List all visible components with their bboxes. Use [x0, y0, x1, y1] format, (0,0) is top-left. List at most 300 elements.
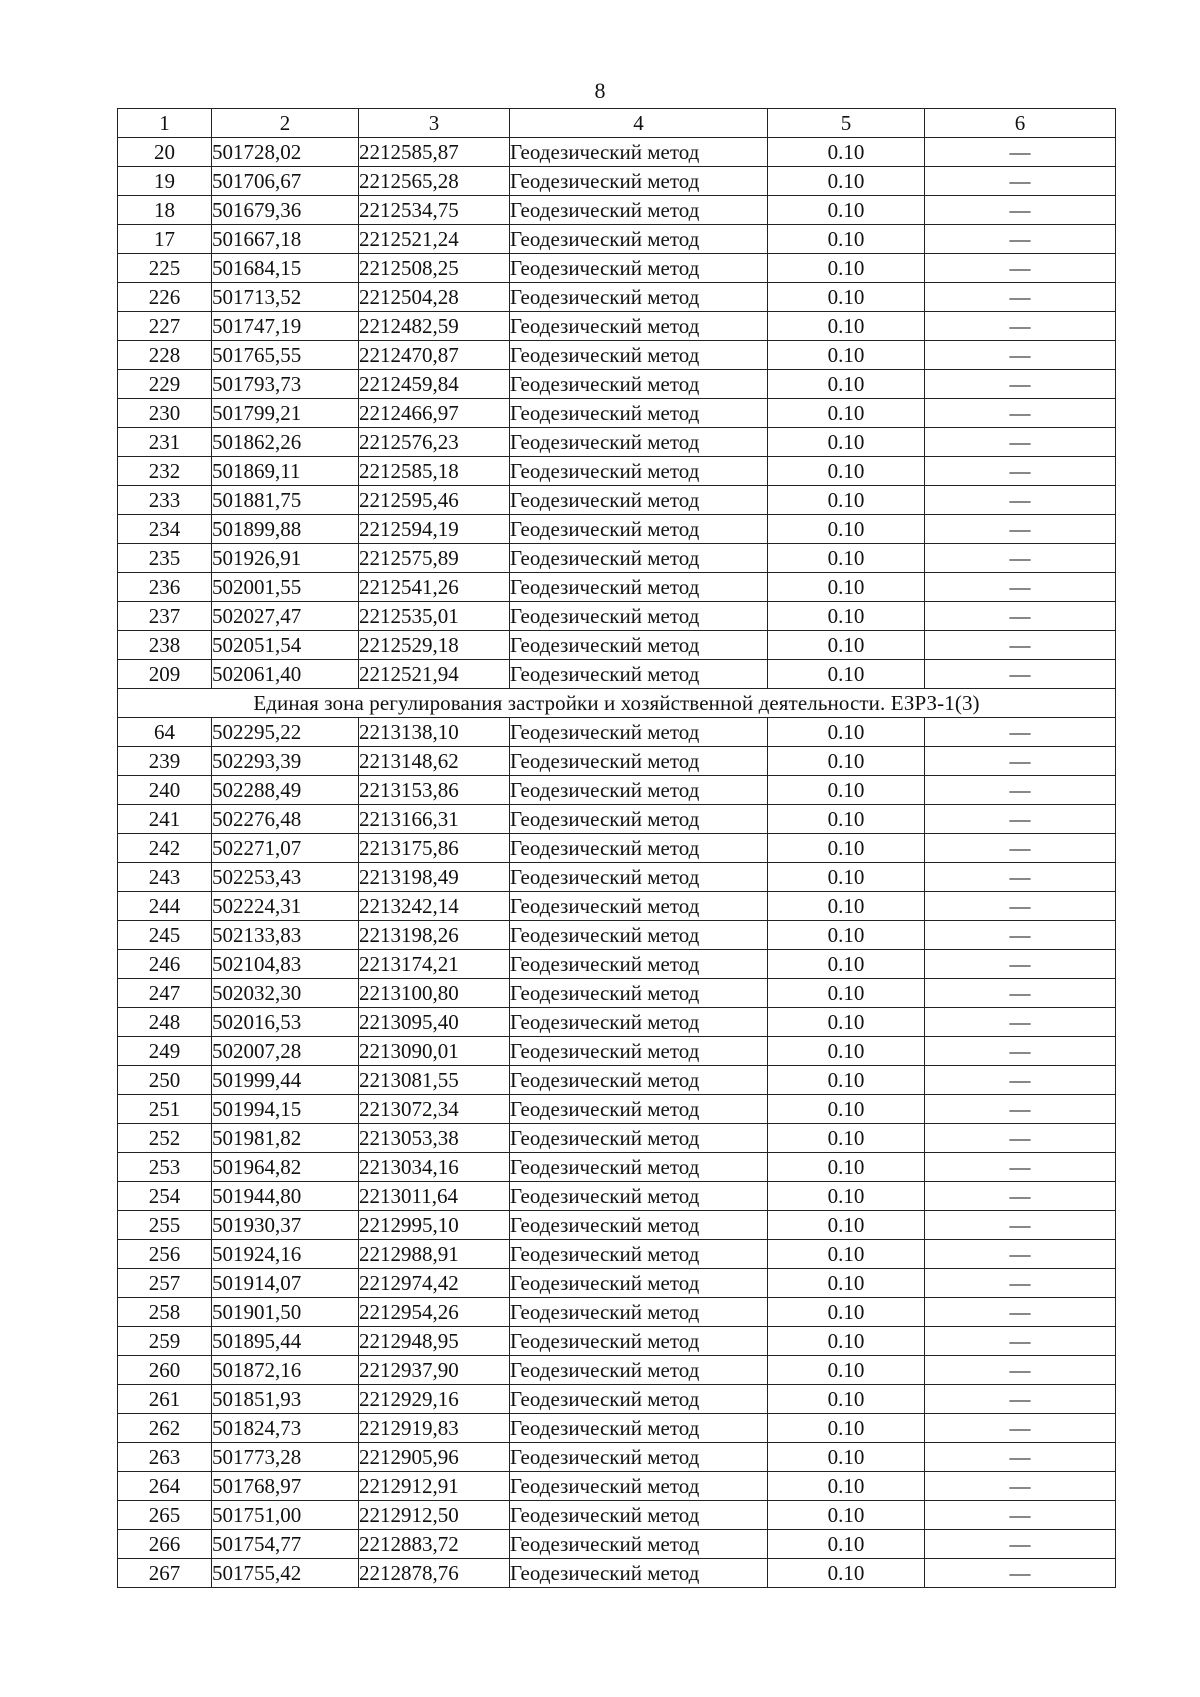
x-coordinate-cell: 502288,49	[212, 776, 359, 805]
x-coordinate-cell: 502001,55	[212, 573, 359, 602]
point-number-cell: 229	[118, 370, 212, 399]
x-coordinate-cell: 502104,83	[212, 950, 359, 979]
method-cell: Геодезический метод	[510, 776, 768, 805]
note-cell: —	[925, 457, 1116, 486]
method-cell: Геодезический метод	[510, 660, 768, 689]
x-coordinate-cell: 501862,26	[212, 428, 359, 457]
point-number-cell: 261	[118, 1385, 212, 1414]
point-number-cell: 246	[118, 950, 212, 979]
precision-cell: 0.10	[768, 1008, 925, 1037]
precision-cell: 0.10	[768, 1153, 925, 1182]
coordinates-table	[117, 108, 1116, 1588]
note-cell: —	[925, 1327, 1116, 1356]
precision-cell: 0.10	[768, 834, 925, 863]
table-row	[118, 1037, 1116, 1066]
point-number-cell: 259	[118, 1327, 212, 1356]
y-coordinate-cell: 2212459,84	[359, 370, 510, 399]
y-coordinate-cell: 2213100,80	[359, 979, 510, 1008]
x-coordinate-cell: 502051,54	[212, 631, 359, 660]
note-cell: —	[925, 1037, 1116, 1066]
x-coordinate-cell: 501773,28	[212, 1443, 359, 1472]
point-number-cell: 255	[118, 1211, 212, 1240]
point-number-cell: 239	[118, 747, 212, 776]
table-row	[118, 225, 1116, 254]
y-coordinate-cell: 2212883,72	[359, 1530, 510, 1559]
point-number-cell: 209	[118, 660, 212, 689]
note-cell: —	[925, 399, 1116, 428]
method-cell: Геодезический метод	[510, 1385, 768, 1414]
y-coordinate-cell: 2212905,96	[359, 1443, 510, 1472]
method-cell: Геодезический метод	[510, 979, 768, 1008]
table-row	[118, 921, 1116, 950]
table-row	[118, 428, 1116, 457]
note-cell: —	[925, 1269, 1116, 1298]
table-row	[118, 805, 1116, 834]
note-cell: —	[925, 225, 1116, 254]
section-heading-body	[118, 689, 1116, 718]
method-cell: Геодезический метод	[510, 399, 768, 428]
precision-cell: 0.10	[768, 718, 925, 747]
method-cell: Геодезический метод	[510, 312, 768, 341]
point-number-cell: 267	[118, 1559, 212, 1588]
method-cell: Геодезический метод	[510, 1414, 768, 1443]
table-row	[118, 979, 1116, 1008]
point-number-cell: 253	[118, 1153, 212, 1182]
y-coordinate-cell: 2212912,91	[359, 1472, 510, 1501]
x-coordinate-cell: 501755,42	[212, 1559, 359, 1588]
method-cell: Геодезический метод	[510, 1327, 768, 1356]
x-coordinate-cell: 501926,91	[212, 544, 359, 573]
precision-cell: 0.10	[768, 631, 925, 660]
precision-cell: 0.10	[768, 138, 925, 167]
method-cell: Геодезический метод	[510, 1182, 768, 1211]
table-header-row	[118, 109, 1116, 138]
method-cell: Геодезический метод	[510, 544, 768, 573]
precision-cell: 0.10	[768, 892, 925, 921]
precision-cell: 0.10	[768, 1095, 925, 1124]
method-cell: Геодезический метод	[510, 602, 768, 631]
y-coordinate-cell: 2212988,91	[359, 1240, 510, 1269]
table-row	[118, 1472, 1116, 1501]
table-row	[118, 1269, 1116, 1298]
method-cell: Геодезический метод	[510, 631, 768, 660]
point-number-cell: 258	[118, 1298, 212, 1327]
method-cell: Геодезический метод	[510, 167, 768, 196]
precision-cell: 0.10	[768, 1559, 925, 1588]
x-coordinate-cell: 501994,15	[212, 1095, 359, 1124]
method-cell: Геодезический метод	[510, 1298, 768, 1327]
x-coordinate-cell: 501930,37	[212, 1211, 359, 1240]
point-number-cell: 19	[118, 167, 212, 196]
y-coordinate-cell: 2213138,10	[359, 718, 510, 747]
y-coordinate-cell: 2212504,28	[359, 283, 510, 312]
table-row	[118, 1414, 1116, 1443]
table-row	[118, 1385, 1116, 1414]
point-number-cell: 225	[118, 254, 212, 283]
precision-cell: 0.10	[768, 1501, 925, 1530]
note-cell: —	[925, 1240, 1116, 1269]
table-row	[118, 167, 1116, 196]
point-number-cell: 64	[118, 718, 212, 747]
precision-cell: 0.10	[768, 602, 925, 631]
table-row	[118, 1066, 1116, 1095]
point-number-cell: 233	[118, 486, 212, 515]
table-row	[118, 486, 1116, 515]
point-number-cell: 266	[118, 1530, 212, 1559]
method-cell: Геодезический метод	[510, 747, 768, 776]
y-coordinate-cell: 2212541,26	[359, 573, 510, 602]
method-cell: Геодезический метод	[510, 718, 768, 747]
x-coordinate-cell: 502271,07	[212, 834, 359, 863]
x-coordinate-cell: 502295,22	[212, 718, 359, 747]
note-cell: —	[925, 1559, 1116, 1588]
point-number-cell: 245	[118, 921, 212, 950]
note-cell: —	[925, 138, 1116, 167]
note-cell: —	[925, 341, 1116, 370]
method-cell: Геодезический метод	[510, 341, 768, 370]
point-number-cell: 242	[118, 834, 212, 863]
table-row	[118, 718, 1116, 747]
table-row	[118, 196, 1116, 225]
column-header: 6	[925, 109, 1116, 138]
precision-cell: 0.10	[768, 1037, 925, 1066]
x-coordinate-cell: 501901,50	[212, 1298, 359, 1327]
x-coordinate-cell: 501924,16	[212, 1240, 359, 1269]
note-cell: —	[925, 167, 1116, 196]
x-coordinate-cell: 501944,80	[212, 1182, 359, 1211]
y-coordinate-cell: 2212575,89	[359, 544, 510, 573]
y-coordinate-cell: 2213072,34	[359, 1095, 510, 1124]
y-coordinate-cell: 2212565,28	[359, 167, 510, 196]
x-coordinate-cell: 501964,82	[212, 1153, 359, 1182]
point-number-cell: 265	[118, 1501, 212, 1530]
method-cell: Геодезический метод	[510, 1124, 768, 1153]
x-coordinate-cell: 501981,82	[212, 1124, 359, 1153]
note-cell: —	[925, 486, 1116, 515]
method-cell: Геодезический метод	[510, 1037, 768, 1066]
note-cell: —	[925, 1298, 1116, 1327]
precision-cell: 0.10	[768, 515, 925, 544]
method-cell: Геодезический метод	[510, 892, 768, 921]
table-row	[118, 254, 1116, 283]
table-row	[118, 631, 1116, 660]
y-coordinate-cell: 2212521,24	[359, 225, 510, 254]
method-cell: Геодезический метод	[510, 138, 768, 167]
x-coordinate-cell: 501869,11	[212, 457, 359, 486]
precision-cell: 0.10	[768, 341, 925, 370]
y-coordinate-cell: 2212948,95	[359, 1327, 510, 1356]
point-number-cell: 234	[118, 515, 212, 544]
method-cell: Геодезический метод	[510, 1501, 768, 1530]
table-row	[118, 370, 1116, 399]
point-number-cell: 237	[118, 602, 212, 631]
y-coordinate-cell: 2212995,10	[359, 1211, 510, 1240]
column-header: 2	[212, 109, 359, 138]
note-cell: —	[925, 196, 1116, 225]
point-number-cell: 256	[118, 1240, 212, 1269]
x-coordinate-cell: 502007,28	[212, 1037, 359, 1066]
precision-cell: 0.10	[768, 1269, 925, 1298]
y-coordinate-cell: 2212576,23	[359, 428, 510, 457]
method-cell: Геодезический метод	[510, 1153, 768, 1182]
note-cell: —	[925, 805, 1116, 834]
note-cell: —	[925, 1153, 1116, 1182]
x-coordinate-cell: 502032,30	[212, 979, 359, 1008]
table-row	[118, 602, 1116, 631]
table-row	[118, 1327, 1116, 1356]
method-cell: Геодезический метод	[510, 1095, 768, 1124]
precision-cell: 0.10	[768, 863, 925, 892]
method-cell: Геодезический метод	[510, 428, 768, 457]
note-cell: —	[925, 283, 1116, 312]
x-coordinate-cell: 501751,00	[212, 1501, 359, 1530]
y-coordinate-cell: 2212529,18	[359, 631, 510, 660]
x-coordinate-cell: 502253,43	[212, 863, 359, 892]
precision-cell: 0.10	[768, 1327, 925, 1356]
y-coordinate-cell: 2212470,87	[359, 341, 510, 370]
note-cell: —	[925, 1443, 1116, 1472]
table-row	[118, 1095, 1116, 1124]
precision-cell: 0.10	[768, 776, 925, 805]
note-cell: —	[925, 1124, 1116, 1153]
point-number-cell: 227	[118, 312, 212, 341]
point-number-cell: 20	[118, 138, 212, 167]
y-coordinate-cell: 2212929,16	[359, 1385, 510, 1414]
point-number-cell: 249	[118, 1037, 212, 1066]
x-coordinate-cell: 502061,40	[212, 660, 359, 689]
precision-cell: 0.10	[768, 399, 925, 428]
table-row	[118, 747, 1116, 776]
y-coordinate-cell: 2213034,16	[359, 1153, 510, 1182]
x-coordinate-cell: 501824,73	[212, 1414, 359, 1443]
precision-cell: 0.10	[768, 1240, 925, 1269]
x-coordinate-cell: 502276,48	[212, 805, 359, 834]
y-coordinate-cell: 2213242,14	[359, 892, 510, 921]
x-coordinate-cell: 501881,75	[212, 486, 359, 515]
table-row	[118, 1008, 1116, 1037]
precision-cell: 0.10	[768, 254, 925, 283]
table-row	[118, 399, 1116, 428]
y-coordinate-cell: 2212919,83	[359, 1414, 510, 1443]
point-number-cell: 250	[118, 1066, 212, 1095]
table-row	[118, 1530, 1116, 1559]
point-number-cell: 257	[118, 1269, 212, 1298]
method-cell: Геодезический метод	[510, 1240, 768, 1269]
y-coordinate-cell: 2212954,26	[359, 1298, 510, 1327]
y-coordinate-cell: 2212937,90	[359, 1356, 510, 1385]
precision-cell: 0.10	[768, 979, 925, 1008]
note-cell: —	[925, 863, 1116, 892]
table-row	[118, 1501, 1116, 1530]
point-number-cell: 260	[118, 1356, 212, 1385]
y-coordinate-cell: 2213166,31	[359, 805, 510, 834]
method-cell: Геодезический метод	[510, 486, 768, 515]
table-row	[118, 1211, 1116, 1240]
y-coordinate-cell: 2213198,49	[359, 863, 510, 892]
note-cell: —	[925, 1385, 1116, 1414]
method-cell: Геодезический метод	[510, 283, 768, 312]
method-cell: Геодезический метод	[510, 225, 768, 254]
y-coordinate-cell: 2213011,64	[359, 1182, 510, 1211]
precision-cell: 0.10	[768, 544, 925, 573]
table-body-part1	[118, 138, 1116, 689]
x-coordinate-cell: 501747,19	[212, 312, 359, 341]
y-coordinate-cell: 2212585,87	[359, 138, 510, 167]
x-coordinate-cell: 502027,47	[212, 602, 359, 631]
precision-cell: 0.10	[768, 747, 925, 776]
point-number-cell: 17	[118, 225, 212, 254]
point-number-cell: 252	[118, 1124, 212, 1153]
precision-cell: 0.10	[768, 1211, 925, 1240]
point-number-cell: 236	[118, 573, 212, 602]
y-coordinate-cell: 2212585,18	[359, 457, 510, 486]
precision-cell: 0.10	[768, 1443, 925, 1472]
y-coordinate-cell: 2212534,75	[359, 196, 510, 225]
method-cell: Геодезический метод	[510, 370, 768, 399]
table-row	[118, 1182, 1116, 1211]
y-coordinate-cell: 2213081,55	[359, 1066, 510, 1095]
point-number-cell: 238	[118, 631, 212, 660]
note-cell: —	[925, 834, 1116, 863]
x-coordinate-cell: 501706,67	[212, 167, 359, 196]
precision-cell: 0.10	[768, 283, 925, 312]
precision-cell: 0.10	[768, 196, 925, 225]
point-number-cell: 251	[118, 1095, 212, 1124]
note-cell: —	[925, 1182, 1116, 1211]
y-coordinate-cell: 2213090,01	[359, 1037, 510, 1066]
table-body-part2	[118, 718, 1116, 1588]
precision-cell: 0.10	[768, 573, 925, 602]
point-number-cell: 230	[118, 399, 212, 428]
x-coordinate-cell: 501667,18	[212, 225, 359, 254]
x-coordinate-cell: 501684,15	[212, 254, 359, 283]
point-number-cell: 235	[118, 544, 212, 573]
y-coordinate-cell: 2213148,62	[359, 747, 510, 776]
precision-cell: 0.10	[768, 1385, 925, 1414]
table-row	[118, 863, 1116, 892]
point-number-cell: 18	[118, 196, 212, 225]
method-cell: Геодезический метод	[510, 1066, 768, 1095]
table-row	[118, 1356, 1116, 1385]
y-coordinate-cell: 2212466,97	[359, 399, 510, 428]
note-cell: —	[925, 602, 1116, 631]
note-cell: —	[925, 515, 1116, 544]
table-row	[118, 544, 1116, 573]
y-coordinate-cell: 2212508,25	[359, 254, 510, 283]
table-row	[118, 892, 1116, 921]
method-cell: Геодезический метод	[510, 1559, 768, 1588]
y-coordinate-cell: 2213198,26	[359, 921, 510, 950]
precision-cell: 0.10	[768, 921, 925, 950]
precision-cell: 0.10	[768, 1182, 925, 1211]
table-row	[118, 1559, 1116, 1588]
note-cell: —	[925, 1530, 1116, 1559]
x-coordinate-cell: 501895,44	[212, 1327, 359, 1356]
y-coordinate-cell: 2212912,50	[359, 1501, 510, 1530]
point-number-cell: 264	[118, 1472, 212, 1501]
table-row	[118, 515, 1116, 544]
note-cell: —	[925, 921, 1116, 950]
y-coordinate-cell: 2212482,59	[359, 312, 510, 341]
precision-cell: 0.10	[768, 1124, 925, 1153]
x-coordinate-cell: 502224,31	[212, 892, 359, 921]
table-row	[118, 1443, 1116, 1472]
point-number-cell: 228	[118, 341, 212, 370]
method-cell: Геодезический метод	[510, 1008, 768, 1037]
page-number: 8	[594, 78, 606, 103]
precision-cell: 0.10	[768, 950, 925, 979]
y-coordinate-cell: 2213174,21	[359, 950, 510, 979]
precision-cell: 0.10	[768, 805, 925, 834]
method-cell: Геодезический метод	[510, 863, 768, 892]
x-coordinate-cell: 501899,88	[212, 515, 359, 544]
method-cell: Геодезический метод	[510, 1443, 768, 1472]
y-coordinate-cell: 2213175,86	[359, 834, 510, 863]
precision-cell: 0.10	[768, 428, 925, 457]
note-cell: —	[925, 776, 1116, 805]
note-cell: —	[925, 1472, 1116, 1501]
note-cell: —	[925, 544, 1116, 573]
y-coordinate-cell: 2212878,76	[359, 1559, 510, 1588]
precision-cell: 0.10	[768, 370, 925, 399]
x-coordinate-cell: 502293,39	[212, 747, 359, 776]
table-row	[118, 457, 1116, 486]
x-coordinate-cell: 501728,02	[212, 138, 359, 167]
precision-cell: 0.10	[768, 486, 925, 515]
method-cell: Геодезический метод	[510, 1472, 768, 1501]
point-number-cell: 254	[118, 1182, 212, 1211]
y-coordinate-cell: 2212595,46	[359, 486, 510, 515]
note-cell: —	[925, 979, 1116, 1008]
note-cell: —	[925, 1008, 1116, 1037]
note-cell: —	[925, 1501, 1116, 1530]
x-coordinate-cell: 501999,44	[212, 1066, 359, 1095]
precision-cell: 0.10	[768, 167, 925, 196]
method-cell: Геодезический метод	[510, 921, 768, 950]
y-coordinate-cell: 2213153,86	[359, 776, 510, 805]
column-header: 3	[359, 109, 510, 138]
method-cell: Геодезический метод	[510, 805, 768, 834]
table-row	[118, 283, 1116, 312]
section-heading-row	[118, 689, 1116, 718]
point-number-cell: 232	[118, 457, 212, 486]
point-number-cell: 244	[118, 892, 212, 921]
table-row	[118, 660, 1116, 689]
note-cell: —	[925, 312, 1116, 341]
y-coordinate-cell: 2213095,40	[359, 1008, 510, 1037]
precision-cell: 0.10	[768, 457, 925, 486]
method-cell: Геодезический метод	[510, 1356, 768, 1385]
method-cell: Геодезический метод	[510, 515, 768, 544]
method-cell: Геодезический метод	[510, 1269, 768, 1298]
precision-cell: 0.10	[768, 660, 925, 689]
precision-cell: 0.10	[768, 1414, 925, 1443]
table-row	[118, 573, 1116, 602]
table-row	[118, 1124, 1116, 1153]
note-cell: —	[925, 1356, 1116, 1385]
table-row	[118, 834, 1116, 863]
point-number-cell: 247	[118, 979, 212, 1008]
precision-cell: 0.10	[768, 312, 925, 341]
note-cell: —	[925, 892, 1116, 921]
point-number-cell: 226	[118, 283, 212, 312]
precision-cell: 0.10	[768, 1472, 925, 1501]
method-cell: Геодезический метод	[510, 573, 768, 602]
x-coordinate-cell: 501793,73	[212, 370, 359, 399]
method-cell: Геодезический метод	[510, 254, 768, 283]
x-coordinate-cell: 501851,93	[212, 1385, 359, 1414]
note-cell: —	[925, 254, 1116, 283]
